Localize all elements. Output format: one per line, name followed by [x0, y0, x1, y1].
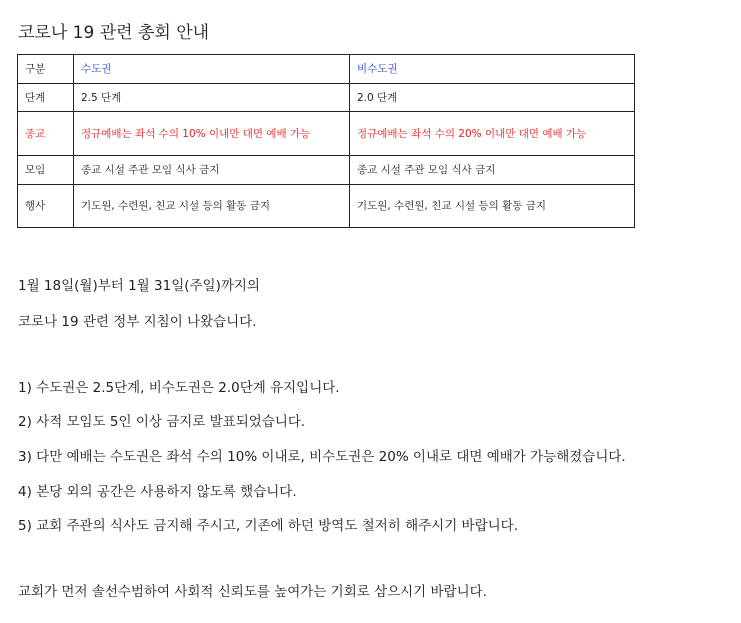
row-label-religion: 종교	[18, 112, 74, 156]
table-row-religion	[18, 112, 635, 156]
table-header-row	[18, 55, 635, 84]
notice-item-1: 1) 수도권은 2.5단계, 비수도권은 2.0단계 유지입니다.	[18, 380, 340, 396]
row-label-gathering: 모임	[18, 156, 74, 185]
intro-line-2: 코로나 19 관련 정부 지침이 나왔습니다.	[18, 314, 257, 330]
guideline-table	[17, 54, 635, 228]
cell-nonmetro-religion: 정규예배는 좌석 수의 20% 이내만 대면 예배 가능	[350, 112, 635, 156]
notice-item-4: 4) 본당 외의 공간은 사용하지 않도록 했습니다.	[18, 484, 297, 500]
table-row-gathering	[18, 156, 635, 185]
cell-metro-stage: 2.5 단계	[74, 84, 350, 112]
notice-item-2: 2) 사적 모임도 5인 이상 금지로 발표되었습니다.	[18, 414, 306, 430]
page-title: 코로나 19 관련 총회 안내	[18, 23, 210, 43]
cell-nonmetro-gathering: 종교 시설 주관 모임 식사 금지	[350, 156, 635, 185]
header-nonmetro: 비수도권	[350, 55, 635, 84]
header-category: 구분	[18, 55, 74, 84]
cell-metro-gathering: 종교 시설 주관 모임 식사 금지	[74, 156, 350, 185]
notice-item-5: 5) 교회 주관의 식사도 금지해 주시고, 기존에 하던 방역도 철저히 해주시기 바랍니다.	[18, 518, 518, 534]
cell-nonmetro-event: 기도원, 수련원, 친교 시설 등의 활동 금지	[350, 185, 635, 228]
closing-line: 교회가 먼저 솔선수범하여 사회적 신뢰도를 높여가는 기회로 삼으시기 바랍니다.	[18, 584, 487, 600]
table-row-event	[18, 185, 635, 228]
header-metro: 수도권	[74, 55, 350, 84]
cell-metro-event: 기도원, 수련원, 친교 시설 등의 활동 금지	[74, 185, 350, 228]
cell-nonmetro-stage: 2.0 단계	[350, 84, 635, 112]
row-label-stage: 단계	[18, 84, 74, 112]
intro-line-1: 1월 18일(월)부터 1월 31일(주일)까지의	[18, 278, 260, 294]
row-label-event: 행사	[18, 185, 74, 228]
cell-metro-religion: 정규예배는 좌석 수의 10% 이내만 대면 예배 가능	[74, 112, 350, 156]
notice-item-3: 3) 다만 예배는 수도권은 좌석 수의 10% 이내로, 비수도권은 20% 이내로 대면 예배가 가능해졌습니다.	[18, 449, 626, 465]
table-row-stage	[18, 84, 635, 112]
